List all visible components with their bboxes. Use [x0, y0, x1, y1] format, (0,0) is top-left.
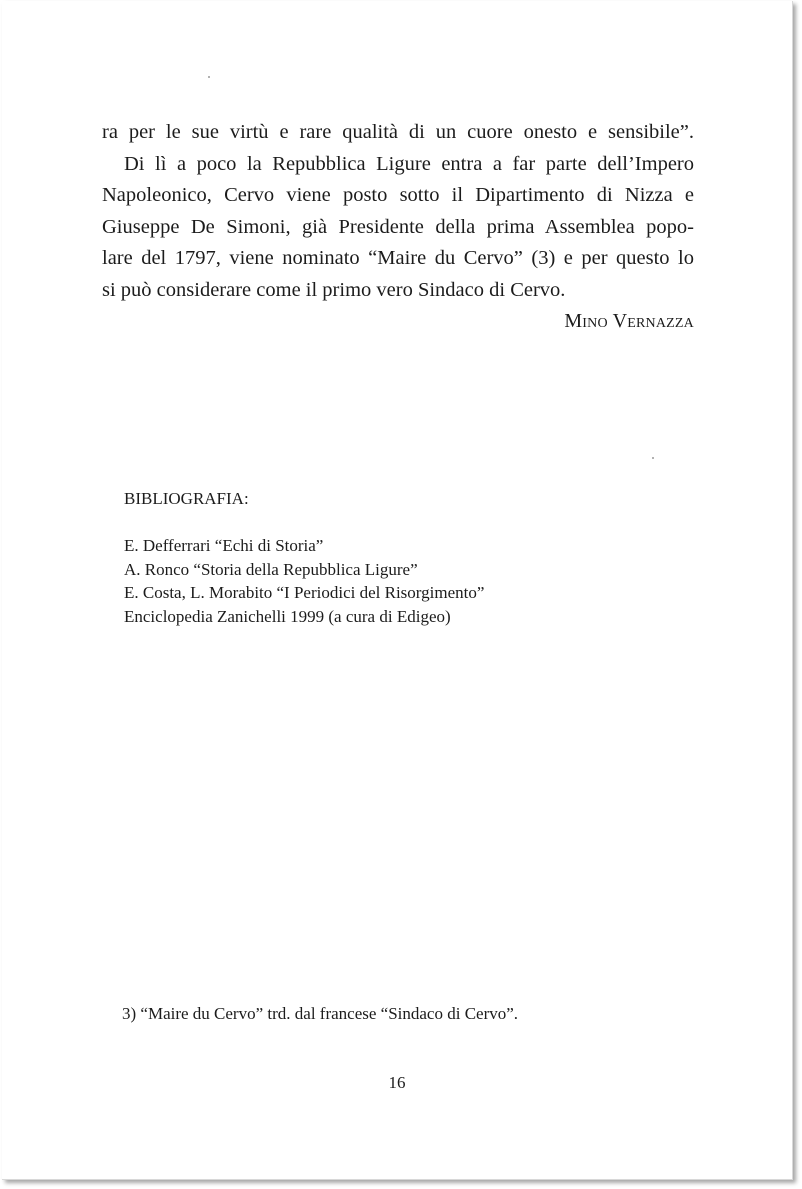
scan-speck	[652, 457, 654, 459]
scan-speck	[208, 76, 210, 78]
bibliography-heading: BIBLIOGRAFIA:	[124, 489, 249, 508]
body-line: lare del 1797, viene nominato “Maire du Cervo” (3) e per questo lo	[102, 247, 694, 270]
document-page	[2, 1, 793, 1180]
bibliography-item: A. Ronco “Storia della Repubblica Ligure”	[124, 559, 418, 579]
page-number: 16	[388, 1073, 406, 1092]
author-signature: Mino Vernazza	[564, 310, 694, 332]
body-line: Napoleonico, Cervo viene posto sotto il Dipartimento di Nizza e	[102, 184, 694, 207]
bibliography-item: E. Costa, L. Morabito “I Periodici del Risorgimento”	[124, 583, 485, 602]
bibliography-item: E. Defferrari “Echi di Storia”	[124, 536, 324, 555]
body-line: ra per le sue virtù e rare qualità di un cuore onesto e sensibile”.	[102, 121, 694, 143]
body-line: Giuseppe De Simoni, già Presidente della prima Assemblea popo-	[102, 215, 694, 238]
bibliography	[124, 487, 644, 628]
body-paragraph	[102, 117, 694, 307]
bibliography-item: Enciclopedia Zanichelli 1999 (a cura di Edigeo)	[124, 606, 451, 626]
body-line: si può considerare come il primo vero Sindaco di Cervo.	[102, 278, 566, 301]
footnote: 3) “Maire du Cervo” trd. dal francese “Sindaco di Cervo”.	[122, 1004, 519, 1023]
body-line: Di lì a poco la Repubblica Ligure entra a far parte dell’Impero	[124, 152, 694, 175]
